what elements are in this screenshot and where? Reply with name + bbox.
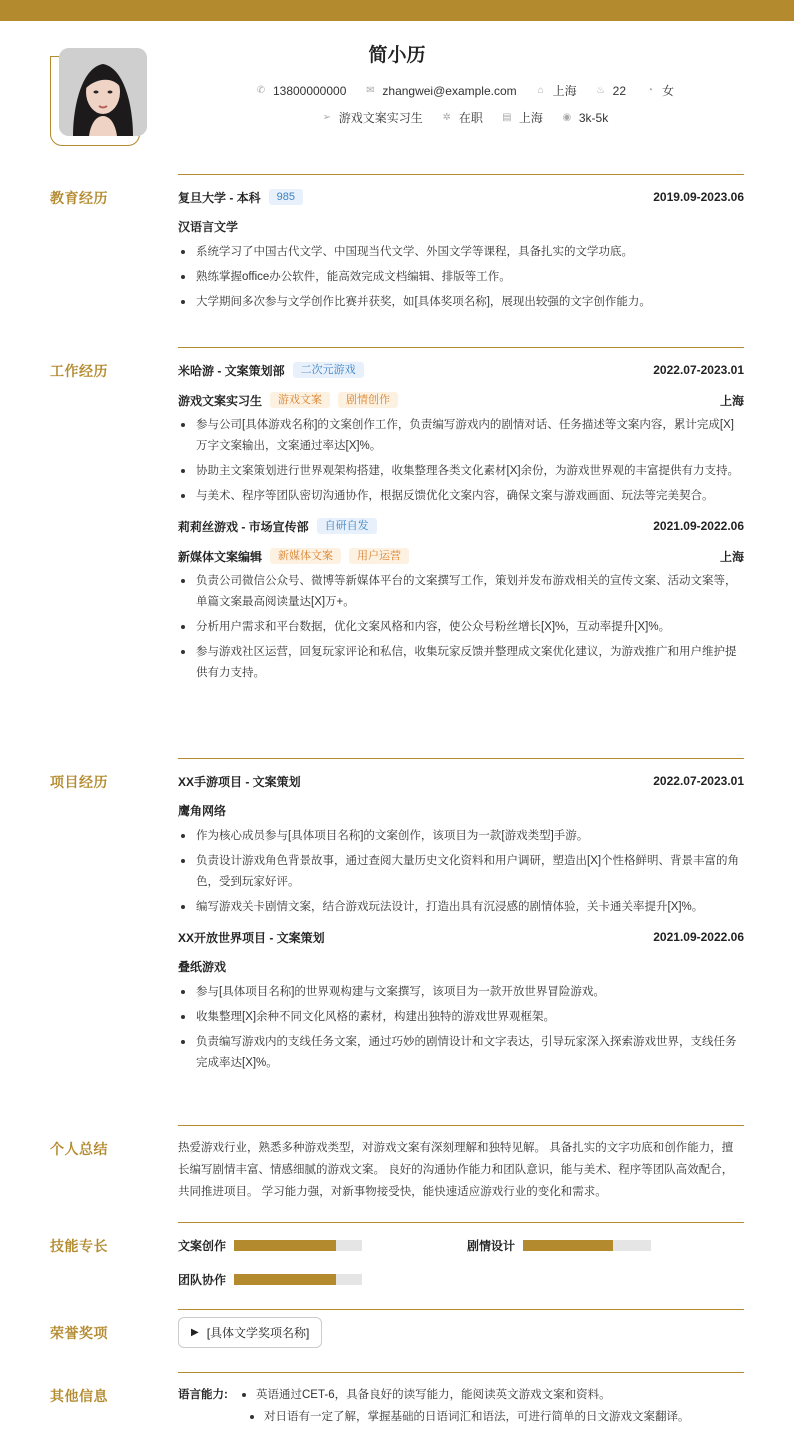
section-divider: [178, 1125, 744, 1126]
project-name: XX手游项目 - 文案策划: [178, 774, 301, 789]
skill-item: [178, 1272, 362, 1286]
skill-name: 团队协作: [178, 1272, 227, 1287]
section-divider: [178, 347, 744, 348]
job-info-row: [0, 109, 794, 126]
phone-item: [255, 84, 346, 98]
job-location: 上海: [719, 393, 744, 408]
date-range: 2021.09-2022.06: [653, 519, 744, 533]
age-text: 22: [612, 83, 627, 98]
phone-icon: ✆: [256, 85, 266, 96]
skill-item: [467, 1238, 651, 1252]
section-divider: [178, 1309, 744, 1310]
list-item: 参与游戏社区运营，回复玩家评论和私信，收集玩家反馈并整理成文案优化建议，为游戏推广和用户维护提供有力支持。: [178, 642, 744, 684]
skill-bar-fill: [523, 1240, 613, 1251]
home-icon: ⌂: [537, 85, 544, 96]
summary-text: 热爱游戏行业，熟悉多种游戏类型，对游戏文案有深刻理解和独特见解。 具备扎实的文字功底和创作能力，擅长编写剧情丰富、情感细腻的游戏文案。 良好的沟通协作能力和团队意识，能与美术、程序等团队高效配合，共同推进项目。 学习能力强，对新事物接受快，能快速适应游戏行业的变化和需求。: [178, 1142, 734, 1198]
school-name: 复旦大学 - 本科: [178, 190, 261, 205]
bullet-list: [178, 242, 744, 313]
date-range: 2022.07-2023.01: [653, 363, 744, 377]
email-text: zhangwei@example.com: [382, 83, 517, 98]
section-title: 个人总结: [50, 1141, 108, 1157]
list-item: 作为核心成员参与[具体项目名称]的文案创作，该项目为一款[游戏类型]手游。: [178, 826, 744, 847]
skill-bar: [234, 1240, 362, 1251]
section-title: 教育经历: [50, 190, 108, 206]
target-job-item: [321, 109, 423, 126]
role-tag: 剧情创作: [338, 392, 398, 408]
list-item: 系统学习了中国古代文学、中国现当代文学、外国文学等课程，具备扎实的文学功底。: [178, 242, 744, 263]
list-item: 负责编写游戏内的支线任务文案，通过巧妙的剧情设计和文字表达，引导玩家深入探索游戏世界，支线任务完成率达[X]%。: [178, 1032, 744, 1074]
salary-item: [561, 111, 608, 125]
project-company: 鹰角网络: [178, 804, 227, 818]
date-range: 2021.09-2022.06: [653, 930, 744, 944]
skill-bar-fill: [234, 1274, 336, 1285]
list-item: 对日语有一定了解，掌握基础的日语词汇和语法，可进行简单的日文游戏文案翻译。: [190, 1406, 690, 1428]
work-entry: [178, 361, 744, 507]
target-city-text: 上海: [518, 111, 543, 125]
section-title: 技能专长: [50, 1238, 108, 1254]
project-name: XX开放世界项目 - 文案策划: [178, 930, 325, 945]
salary-text: 3k-5k: [578, 110, 609, 125]
section-divider: [178, 1372, 744, 1373]
award-toggle-button[interactable]: [178, 1317, 322, 1348]
list-item: 参与[具体项目名称]的世界观构建与文案撰写，该项目为一款开放世界冒险游戏。: [178, 982, 744, 1003]
language-list: [238, 1384, 690, 1428]
bullet-list: [178, 415, 744, 507]
project-entry: [178, 928, 744, 1074]
gender-icon: ◔: [646, 85, 654, 96]
section-divider: [178, 174, 744, 175]
list-item: 大学期间多次参与文学创作比赛并获奖，如[具体奖项名称]，展现出较强的文字创作能力。: [178, 292, 744, 313]
section-title: 荣誉奖项: [50, 1325, 108, 1341]
list-item: 收集整理[X]余种不同文化风格的素材，构建出独特的游戏世界观框架。: [178, 1007, 744, 1028]
school-tag: 985: [269, 189, 303, 205]
play-triangle-icon: ▶: [191, 1327, 199, 1338]
send-icon: ➢: [322, 112, 331, 123]
list-item: 协助主文案策划进行世界观架构搭建，收集整理各类文化素材[X]余份，为游戏世界观的丰富提供有力支持。: [178, 461, 744, 482]
cake-icon: ♨: [596, 85, 606, 96]
list-item: 熟练掌握office办公软件，能高效完成文档编辑、排版等工作。: [178, 267, 744, 288]
project-company: 叠纸游戏: [178, 960, 227, 974]
skill-bar-fill: [234, 1240, 336, 1251]
language-row: [178, 1384, 744, 1428]
skill-bar: [234, 1274, 362, 1285]
gender-text: 女: [662, 84, 675, 98]
top-accent-bar: [0, 0, 794, 21]
language-label: 语言能力:: [178, 1389, 228, 1401]
section-title: 其他信息: [50, 1388, 108, 1404]
date-range: 2022.07-2023.01: [653, 774, 744, 788]
work-entry: [178, 517, 744, 684]
skill-name: 文案创作: [178, 1238, 227, 1253]
gender-item: [644, 82, 674, 99]
salary-icon: ◉: [562, 112, 572, 123]
list-item: 分析用户需求和平台数据，优化文案风格和内容，使公众号粉丝增长[X]%，互动率提升[X]%。: [178, 617, 744, 638]
phone-text: 13800000000: [272, 83, 347, 98]
list-item: 英语通过CET-6，具备良好的读写能力，能阅读英文游戏文案和资料。: [238, 1384, 690, 1406]
list-item: 参与公司[具体游戏名称]的文案创作工作，负责编写游戏内的剧情对话、任务描述等文案内容，累计完成[X]万字文案输出，文案通过率达[X]%。: [178, 415, 744, 457]
bullet-list: [178, 982, 744, 1074]
skill-name: 剧情设计: [467, 1238, 516, 1253]
list-item: 编写游戏关卡剧情文案，结合游戏玩法设计，打造出具有沉浸感的剧情体验，关卡通关率提升[X]%。: [178, 897, 744, 918]
company-name: 米哈游 - 文案策划部: [178, 363, 285, 378]
education-entry: [178, 188, 744, 313]
target-job-text: 游戏文案实习生: [338, 111, 423, 125]
date-range: 2019.09-2023.06: [653, 190, 744, 204]
status-text: 在职: [458, 111, 483, 125]
section-title: 工作经历: [50, 363, 108, 379]
email-item: [364, 84, 516, 98]
project-entry: [178, 772, 744, 918]
contact-info-row: [0, 82, 794, 99]
company-tag: 二次元游戏: [293, 362, 364, 378]
target-city-item: [501, 109, 543, 126]
section-divider: [178, 1222, 744, 1223]
city-text: 上海: [552, 84, 577, 98]
building-icon: ▤: [502, 112, 512, 123]
major: 汉语言文学: [178, 220, 239, 234]
skill-item: [178, 1238, 362, 1252]
job-role: 游戏文案实习生: [178, 393, 263, 408]
list-item: 与美术、程序等团队密切沟通协作，根据反馈优化文案内容，确保文案与游戏画面、玩法等完美契合。: [178, 486, 744, 507]
candidate-name: 简小历: [368, 45, 426, 66]
status-item: [441, 109, 483, 126]
company-name: 莉莉丝游戏 - 市场宣传部: [178, 519, 309, 534]
list-item: 负责公司微信公众号、微博等新媒体平台的文案撰写工作，策划并发布游戏相关的宣传文案、活动文案等，单篇文案最高阅读量达[X]万+。: [178, 571, 744, 613]
bullet-list: [178, 571, 744, 684]
company-tag: 自研自发: [317, 518, 377, 534]
status-icon: ✲: [442, 112, 451, 123]
list-item: 负责设计游戏角色背景故事，通过查阅大量历史文化资料和用户调研，塑造出[X]个性格鲜明、背景丰富的角色，受到玩家好评。: [178, 851, 744, 893]
award-name: [具体文学奖项名称]: [206, 1326, 310, 1340]
section-divider: [178, 758, 744, 759]
role-tag: 游戏文案: [270, 392, 330, 408]
role-tag: 用户运营: [349, 548, 409, 564]
mail-icon: ✉: [366, 85, 375, 96]
role-tag: 新媒体文案: [270, 548, 341, 564]
city-item: [535, 82, 577, 99]
job-role: 新媒体文案编辑: [178, 549, 263, 564]
age-item: [595, 84, 626, 98]
skills-grid: [178, 1238, 744, 1298]
job-location: 上海: [719, 549, 744, 564]
bullet-list: [178, 826, 744, 918]
section-title: 项目经历: [50, 774, 108, 790]
skill-bar: [523, 1240, 651, 1251]
